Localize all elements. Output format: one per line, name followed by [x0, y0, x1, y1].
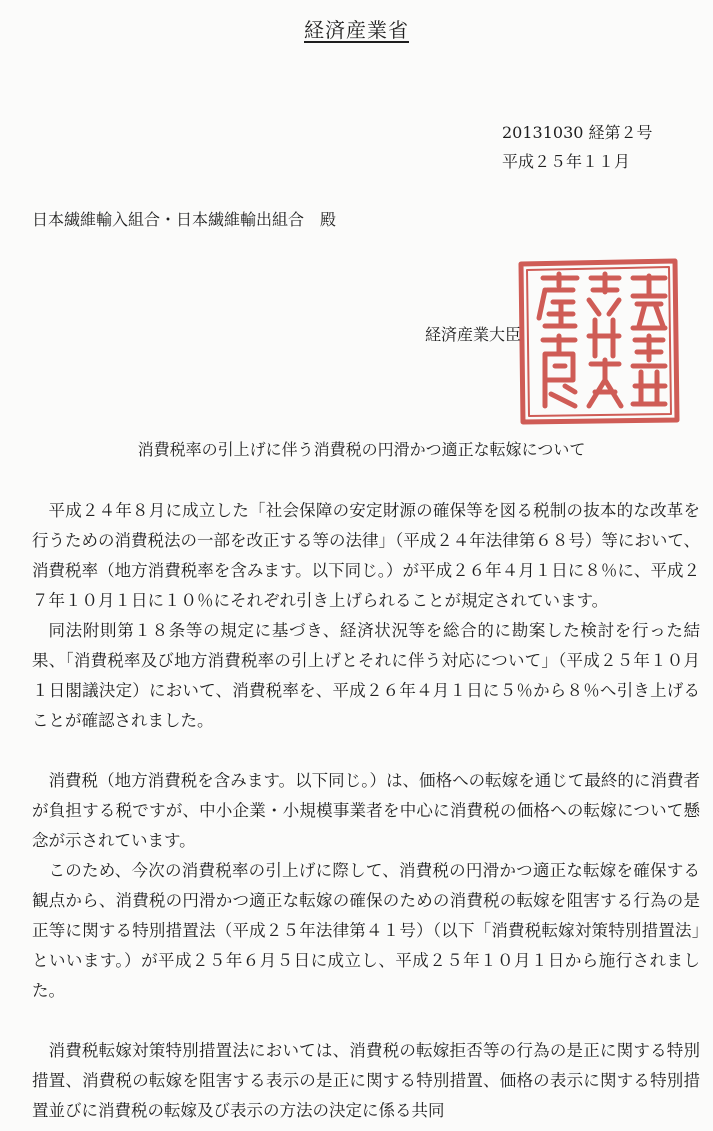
document-number: 20131030 経第２号	[502, 123, 653, 142]
sender-title: 経済産業大臣	[425, 325, 522, 344]
paragraph: このため、今次の消費税率の引上げに際して、消費税の円滑かつ適正な転嫁を確保する観点から、消費税の円滑かつ適正な転嫁の確保のための消費税の転嫁を阻害する行為の是正等に関する特別措置法（平成２５年法律第４１号）（以下「消費税転嫁対策特別措置法」といいます。）が平成２５年６月５日に成立し、平成２５年１０月１日から施行されました。	[32, 861, 701, 1000]
ministry-name: 経済産業省	[304, 18, 409, 42]
addressee: 日本繊維輸入組合・日本繊維輸出組合 殿	[32, 210, 337, 229]
document-date: 平成２５年１１月	[502, 152, 631, 171]
subject-title: 消費税率の引上げに伴う消費税の円滑かつ適正な転嫁について	[137, 440, 586, 459]
paragraph: 消費税（地方消費税を含みます。以下同じ。）は、価格への転嫁を通じて最終的に消費者が負担する税ですが、中小企業・小規模事業者を中心に消費税の価格への転嫁について懸念が示されています。	[32, 771, 700, 850]
paragraph: 同法附則第１８条等の規定に基づき、経済状況等を総合的に勘案した検討を行った結果、「消費税率及び地方消費税率の引上げとそれに伴う対応について」（平成２５年１０月１日閣議決定）において、消費税率を、平成２６年４月１日に５％から８％へ引き上げることが確認されました。	[32, 621, 700, 730]
body-text	[32, 496, 700, 1126]
paragraph: 消費税転嫁対策特別措置法においては、消費税の転嫁拒否等の行為の是正に関する特別措置、消費税の転嫁を阻害する表示の是正に関する特別措置、価格の表示に関する特別措置並びに消費税の転嫁及び表示の方法の決定に係る共同	[32, 1041, 701, 1120]
official-seal-stamp	[515, 256, 681, 426]
ministry-heading	[0, 14, 713, 43]
paragraph: 平成２４年８月に成立した「社会保障の安定財源の確保等を図る税制の抜本的な改革を行うための消費税法の一部を改正する等の法律」（平成２４年法律第６８号）等において、消費税率（地方消費税率を含みます。以下同じ。）が平成２６年４月１日に８％に、平成２７年１０月１日に１０％にそれぞれ引き上げられることが規定されています。	[32, 501, 700, 610]
